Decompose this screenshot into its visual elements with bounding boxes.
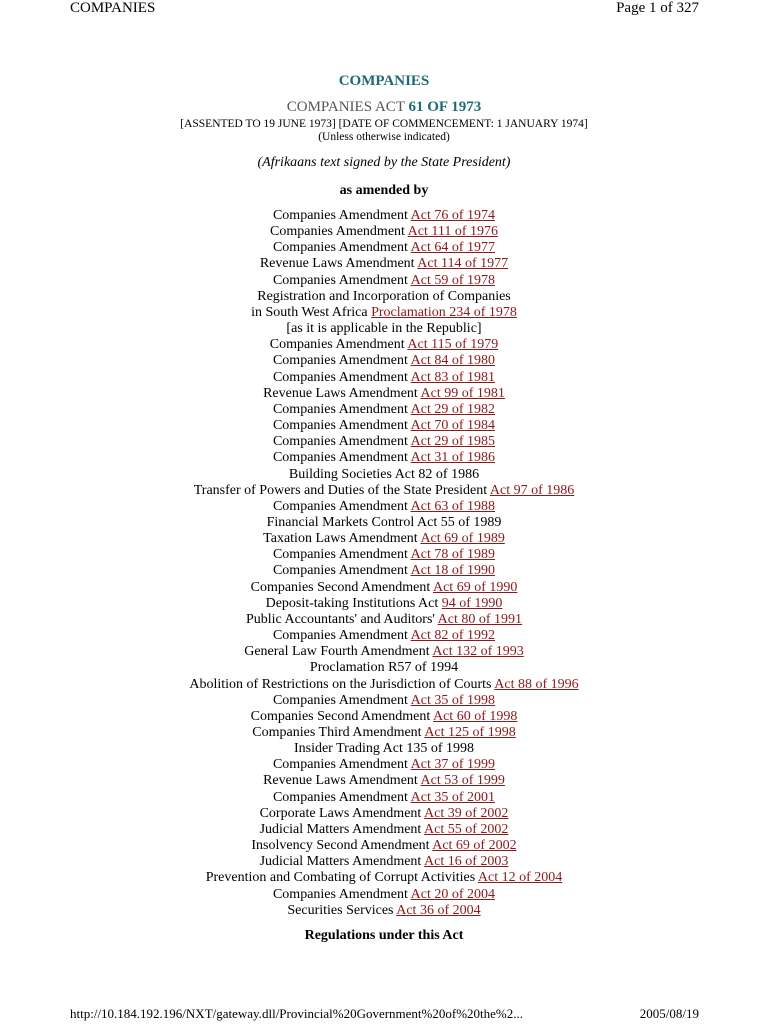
amendment-row bbox=[0, 693, 768, 709]
amendment-link[interactable]: Act 132 of 1993 bbox=[432, 644, 524, 660]
amendment-link[interactable]: Act 83 of 1981 bbox=[410, 369, 496, 385]
amendment-row bbox=[0, 256, 768, 272]
amendment-row bbox=[0, 224, 768, 240]
amendment-link[interactable]: Act 88 of 1996 bbox=[494, 676, 579, 692]
amendment-row bbox=[0, 467, 768, 483]
print-footer bbox=[0, 1006, 768, 1024]
amendment-row bbox=[0, 531, 768, 547]
amendment-row bbox=[0, 321, 768, 337]
document-body bbox=[0, 72, 768, 945]
amendment-row bbox=[0, 628, 768, 644]
amendment-link[interactable]: Act 29 of 1985 bbox=[410, 434, 496, 450]
amendment-row bbox=[0, 887, 768, 903]
amendment-row bbox=[0, 903, 768, 919]
afrikaans-note: (Afrikaans text signed by the State President) bbox=[257, 155, 511, 170]
amendment-text: Companies Amendment bbox=[272, 369, 411, 385]
amended-by-heading: as amended by bbox=[339, 183, 429, 198]
amendment-text: Companies Amendment bbox=[272, 418, 411, 434]
amendment-link[interactable]: Act 82 of 1992 bbox=[410, 628, 496, 644]
amendment-row bbox=[0, 273, 768, 289]
amendment-text: Proclamation R57 of 1994 bbox=[309, 660, 459, 676]
amendment-row bbox=[0, 499, 768, 515]
amendment-row bbox=[0, 580, 768, 596]
amendment-link[interactable]: Act 115 of 1979 bbox=[407, 337, 499, 353]
amendment-text: Companies Amendment bbox=[272, 272, 411, 288]
amendment-text: Companies Second Amendment bbox=[250, 708, 433, 724]
amendment-text: Companies Amendment bbox=[272, 434, 411, 450]
amendment-text: Companies Second Amendment bbox=[250, 579, 433, 595]
footer-url: http://10.184.192.196/NXT/gateway.dll/Provincial%20Government%20of%20the%2... bbox=[70, 1006, 523, 1021]
amendment-link[interactable]: Act 69 of 1989 bbox=[420, 531, 505, 547]
amendment-text: Companies Amendment bbox=[269, 337, 408, 353]
amendment-row bbox=[0, 870, 768, 886]
amendment-row bbox=[0, 563, 768, 579]
amendment-text: Companies Third Amendment bbox=[252, 725, 425, 740]
amendment-text: Securities Services bbox=[287, 902, 397, 918]
amendment-link[interactable]: 94 of 1990 bbox=[441, 595, 503, 611]
amendment-link[interactable]: Act 53 of 1999 bbox=[420, 773, 505, 789]
amendment-text: Financial Markets Control Act 55 of 1989 bbox=[266, 514, 502, 530]
amendment-text: Companies Amendment bbox=[272, 692, 411, 708]
amendment-link[interactable]: Act 16 of 2003 bbox=[424, 854, 509, 870]
amendment-link[interactable]: Act 36 of 2004 bbox=[396, 902, 481, 918]
amendment-link[interactable]: Act 63 of 1988 bbox=[410, 498, 496, 514]
header-page-number: Page 1 of 327 bbox=[616, 0, 699, 16]
amendment-link[interactable]: Act 114 of 1977 bbox=[417, 256, 509, 272]
amendment-link[interactable]: Act 97 of 1986 bbox=[489, 482, 575, 498]
amendment-text: Corporate Laws Amendment bbox=[259, 805, 425, 821]
amendment-link[interactable]: Act 84 of 1980 bbox=[410, 353, 496, 369]
amendment-row bbox=[0, 644, 768, 660]
amendment-row bbox=[0, 386, 768, 402]
amendment-row bbox=[0, 709, 768, 725]
amendment-text: Companies Amendment bbox=[272, 498, 411, 514]
amendment-text: Taxation Laws Amendment bbox=[263, 531, 421, 547]
amendment-text: Public Accountants' and Auditors' bbox=[245, 611, 438, 627]
amendment-link[interactable]: Act 64 of 1977 bbox=[410, 240, 496, 256]
amendment-row bbox=[0, 790, 768, 806]
amendment-link[interactable]: Act 125 of 1998 bbox=[424, 725, 516, 740]
amendment-row bbox=[0, 854, 768, 870]
unless-indicated-line: (Unless otherwise indicated) bbox=[318, 131, 450, 143]
amendment-row bbox=[0, 289, 768, 305]
amendment-row bbox=[0, 337, 768, 353]
amendment-row bbox=[0, 483, 768, 499]
regulations-heading: Regulations under this Act bbox=[304, 927, 464, 943]
amendment-text: Judicial Matters Amendment bbox=[259, 854, 425, 870]
amendment-link[interactable]: Act 99 of 1981 bbox=[420, 385, 505, 401]
amendment-text: Registration and Incorporation of Companies bbox=[257, 288, 511, 304]
amendment-row bbox=[0, 741, 768, 757]
amendment-text: Judicial Matters Amendment bbox=[259, 821, 425, 837]
amendment-text: Insider Trading Act 135 of 1998 bbox=[293, 741, 475, 757]
amendment-link[interactable]: Act 31 of 1986 bbox=[410, 450, 496, 466]
amendment-link[interactable]: Act 12 of 2004 bbox=[477, 870, 563, 886]
amendment-link[interactable]: Proclamation 234 of 1978 bbox=[371, 304, 517, 320]
amendment-text: [as it is applicable in the Republic] bbox=[286, 321, 482, 337]
amendment-row bbox=[0, 434, 768, 450]
amendment-link[interactable]: Act 69 of 2002 bbox=[432, 838, 517, 854]
amendment-row bbox=[0, 822, 768, 838]
amendment-row bbox=[0, 515, 768, 531]
amendment-link[interactable]: Act 76 of 1974 bbox=[410, 208, 496, 223]
amendment-link[interactable]: Act 78 of 1989 bbox=[410, 547, 496, 563]
amendment-row bbox=[0, 725, 768, 741]
amendment-row bbox=[0, 240, 768, 256]
amendment-text: Insolvency Second Amendment bbox=[251, 838, 433, 854]
amendment-row bbox=[0, 612, 768, 628]
amendment-row bbox=[0, 450, 768, 466]
amendment-row bbox=[0, 806, 768, 822]
amendment-row bbox=[0, 596, 768, 612]
amendment-link[interactable]: Act 35 of 1998 bbox=[410, 692, 496, 708]
amendment-link[interactable]: Act 69 of 1990 bbox=[432, 579, 518, 595]
amendment-row bbox=[0, 660, 768, 676]
amendment-text: Companies Amendment bbox=[272, 450, 411, 466]
amendment-text: General Law Fourth Amendment bbox=[244, 644, 433, 660]
amendment-row bbox=[0, 547, 768, 563]
amendment-text: Prevention and Combating of Corrupt Activities bbox=[205, 870, 478, 886]
act-prefix: COMPANIES ACT bbox=[286, 99, 409, 115]
amendment-list bbox=[0, 208, 768, 919]
amendment-text: Companies Amendment bbox=[272, 789, 411, 805]
assent-commencement-line: [ASSENTED TO 19 JUNE 1973] [DATE OF COMMENCEMENT: 1 JANUARY 1974] bbox=[180, 118, 588, 130]
amendment-row bbox=[0, 305, 768, 321]
amendment-text: Companies Amendment bbox=[272, 757, 411, 773]
amendment-text: Deposit-taking Institutions Act bbox=[265, 595, 442, 611]
amendment-text: Companies Amendment bbox=[270, 224, 408, 240]
footer-date: 2005/08/19 bbox=[639, 1006, 699, 1021]
amendment-text: Companies Amendment bbox=[272, 547, 411, 563]
amendment-link[interactable]: Act 20 of 2004 bbox=[410, 886, 496, 902]
print-header bbox=[0, 0, 768, 18]
amendment-link[interactable]: Act 37 of 1999 bbox=[410, 757, 496, 773]
amendment-link[interactable]: Act 59 of 1978 bbox=[410, 272, 496, 288]
header-doc-name: COMPANIES bbox=[70, 0, 156, 16]
amendment-text: Companies Amendment bbox=[272, 240, 411, 256]
amendment-text: Companies Amendment bbox=[272, 563, 411, 579]
amendment-row bbox=[0, 677, 768, 693]
amendment-row bbox=[0, 208, 768, 224]
amendment-text: Companies Amendment bbox=[272, 628, 411, 644]
document-title: COMPANIES bbox=[338, 73, 430, 89]
amendment-text: Revenue Laws Amendment bbox=[263, 773, 421, 789]
amendment-text: Transfer of Powers and Duties of the State President bbox=[193, 482, 490, 498]
amendment-row bbox=[0, 370, 768, 386]
amendment-text: Companies Amendment bbox=[272, 208, 411, 223]
amendment-row bbox=[0, 757, 768, 773]
amendment-text: Building Societies Act 82 of 1986 bbox=[288, 466, 480, 482]
amendment-link[interactable]: Act 18 of 1990 bbox=[410, 563, 496, 579]
amendment-link[interactable]: Act 111 of 1976 bbox=[407, 224, 498, 240]
amendment-text: Revenue Laws Amendment bbox=[263, 385, 421, 401]
act-line bbox=[0, 98, 768, 116]
amendment-row bbox=[0, 838, 768, 854]
amendment-text: Companies Amendment bbox=[272, 401, 411, 417]
amendment-text: Revenue Laws Amendment bbox=[259, 256, 418, 272]
amendment-link[interactable]: Act 55 of 2002 bbox=[424, 821, 509, 837]
amendment-link[interactable]: Act 29 of 1982 bbox=[410, 401, 496, 417]
amendment-link[interactable]: Act 60 of 1998 bbox=[432, 708, 518, 724]
amendment-text: Companies Amendment bbox=[272, 353, 411, 369]
amendment-link[interactable]: Act 70 of 1984 bbox=[410, 418, 496, 434]
amendment-row bbox=[0, 353, 768, 369]
amendment-link[interactable]: Act 39 of 2002 bbox=[424, 805, 509, 821]
amendment-link[interactable]: Act 80 of 1991 bbox=[437, 611, 523, 627]
amendment-text: Companies Amendment bbox=[272, 886, 411, 902]
amendment-row bbox=[0, 418, 768, 434]
act-number: 61 OF 1973 bbox=[408, 99, 482, 115]
amendment-text: Abolition of Restrictions on the Jurisdiction of Courts bbox=[189, 676, 495, 692]
amendment-link[interactable]: Act 35 of 2001 bbox=[410, 789, 496, 805]
amendment-text: in South West Africa bbox=[251, 304, 372, 320]
amendment-row bbox=[0, 402, 768, 418]
amendment-row bbox=[0, 773, 768, 789]
